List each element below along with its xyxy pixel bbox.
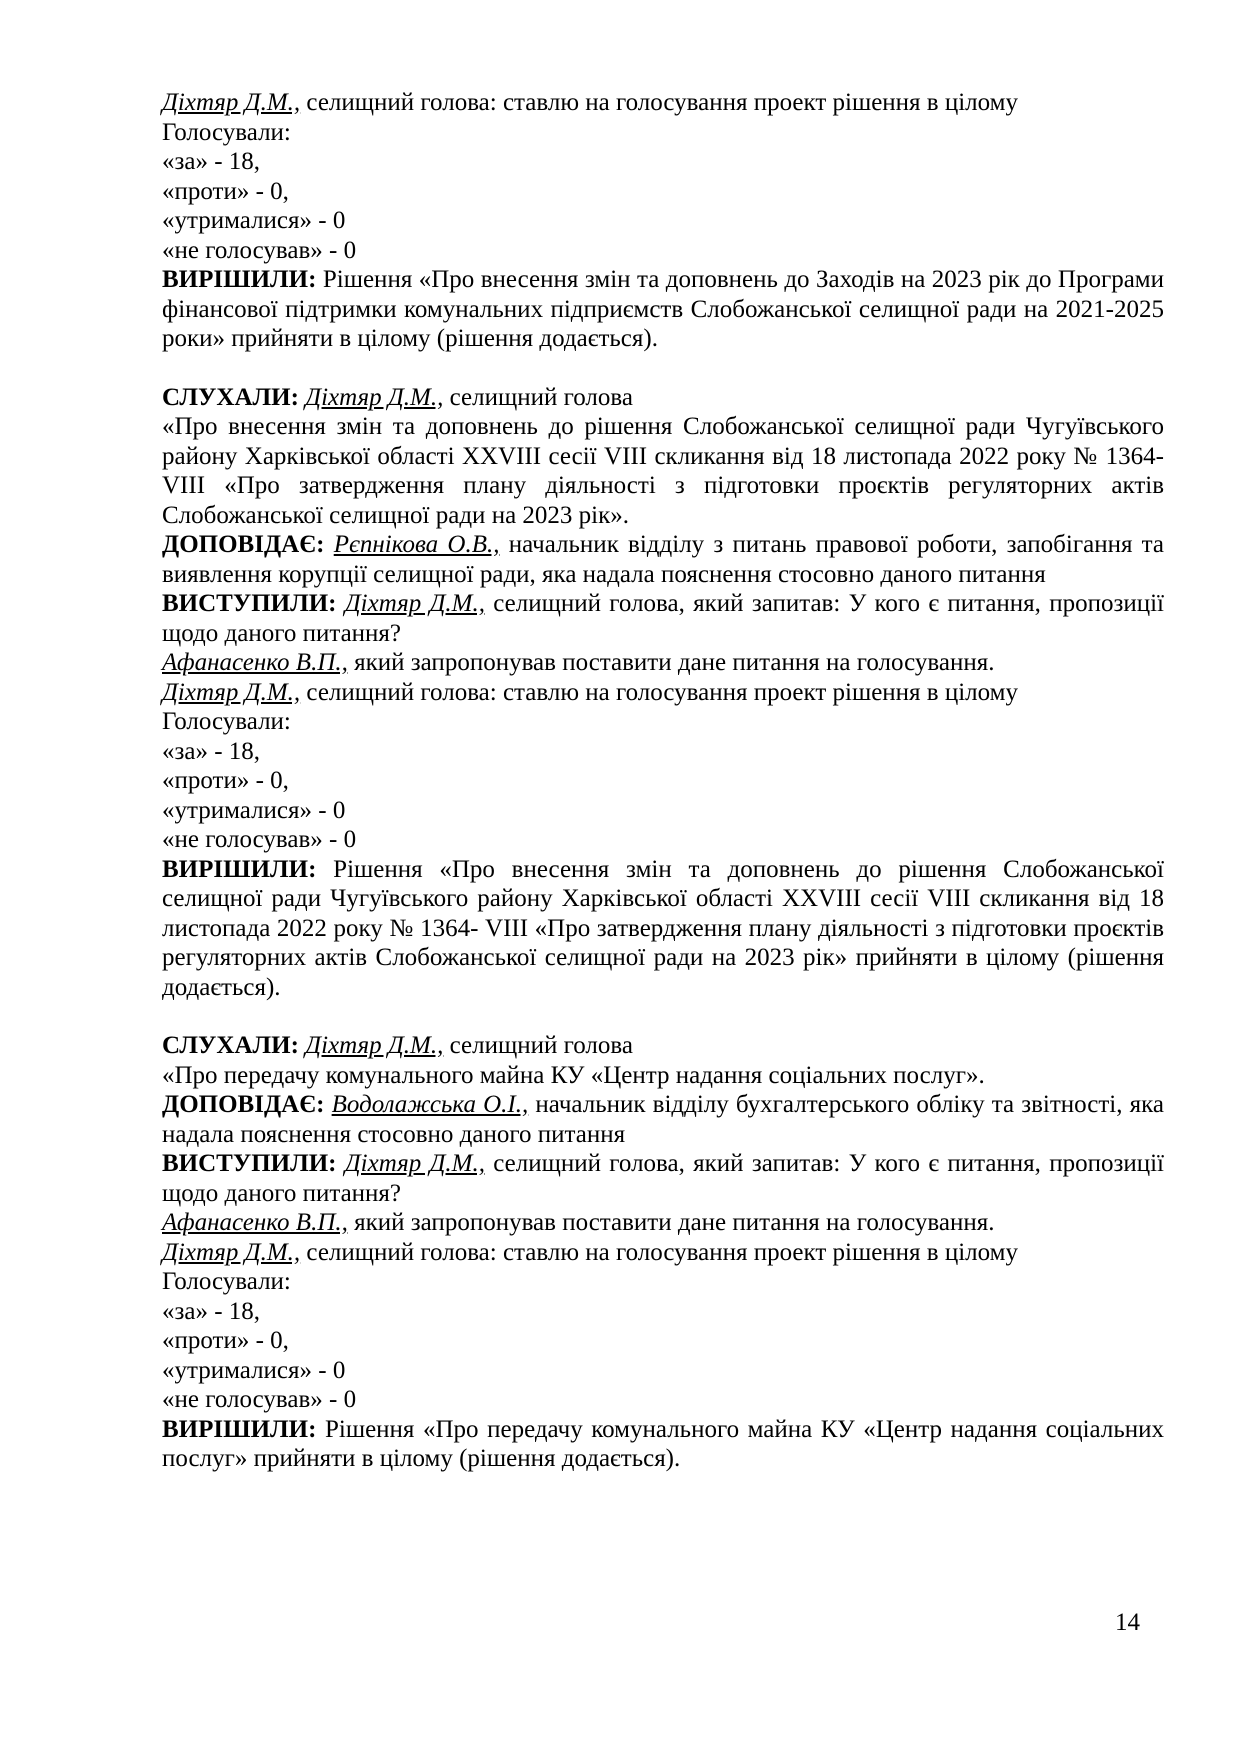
decision-paragraph [162, 1415, 1164, 1474]
heard-role: селищний голова [443, 383, 633, 411]
proposer-text: який запропонував поставити дане питання на голосування. [347, 649, 995, 676]
speaker-name: Діхтяр Д.М., [162, 1238, 301, 1266]
proposer-line [162, 648, 1164, 678]
reports-label: ДОПОВІДАЄ: [162, 1091, 325, 1118]
speaker-text: селищний голова: ставлю на голосування проект рішення в цілому [300, 1238, 1018, 1266]
spoke-label: ВИСТУПИЛИ: [162, 590, 337, 617]
decided-label: ВИРІШИЛИ: [162, 855, 317, 883]
vote-for: «за» - 18, [162, 148, 261, 175]
vote-against: «проти» - 0, [162, 767, 289, 794]
reports-text: начальник відділу бухгалтерського обліку та звітності, яка надала пояснення стосовно даного питання [162, 1091, 1164, 1148]
decision-paragraph [162, 855, 1164, 1003]
vote-for: «за» - 18, [162, 737, 261, 765]
spoke-name: Діхтяр Д.М., [344, 1150, 485, 1177]
decided-text: Рішення «Про внесення змін та доповнень до рішення Слобожанської селищної ради Чугуївського району Харківської області XXVIII сесії VIII скликання від 18 листопада 2022 року № 1364- VIII «Про затвердження плану діяльності з підготовки проєктів регуляторних актів Слобожанської селищної ради на 2023 рік» прийняти в цілому (рішення додається). [162, 855, 1164, 1001]
heard-label: СЛУХАЛИ: [162, 1032, 299, 1059]
proposer-line [162, 1208, 1164, 1238]
voted-label: Голосували: [162, 118, 291, 146]
vote-abstained: «утрималися» - 0 [162, 796, 346, 824]
spoke-name: Діхтяр Д.М., [344, 590, 485, 617]
vote-against: «проти» - 0, [162, 1327, 289, 1354]
speaker-line [162, 1238, 1164, 1268]
speaker-text: селищний голова: ставлю на голосування проект рішення в цілому [300, 678, 1018, 706]
decided-text: Рішення «Про внесення змін та доповнень до Заходів на 2023 рік до Програми фінансової підтримки комунальних підприємств Слобожанської селищної ради на 2021-2025 роки» прийняти в цілому (рішення додається). [162, 266, 1164, 352]
vote-not-voted: «не голосував» - 0 [162, 1386, 357, 1413]
proposer-name: Афанасенко В.П., [162, 1209, 348, 1236]
topic-paragraph: «Про передачу комунального майна КУ «Центр надання соціальних послуг». [162, 1061, 985, 1089]
section-gap [162, 354, 1164, 383]
heard-line [162, 383, 1164, 413]
heard-label: СЛУХАЛИ: [162, 383, 299, 411]
reports-paragraph [162, 1090, 1164, 1149]
reports-text: начальник відділу з питань правової роботи, запобігання та виявлення корупції селищної ради, яка надала пояснення стосовно даного питання [162, 531, 1165, 588]
heard-name: Діхтяр Д.М., [305, 383, 444, 411]
decision-paragraph [162, 265, 1164, 354]
spoke-paragraph [162, 589, 1164, 648]
proposer-text: який запропонував поставити дане питання на голосування. [347, 1209, 995, 1236]
spoke-paragraph [162, 1149, 1164, 1208]
speaker-text: селищний голова: ставлю на голосування проект рішення в цілому [300, 89, 1018, 116]
voted-label: Голосували: [162, 1268, 291, 1295]
vote-abstained: «утрималися» - 0 [162, 1356, 346, 1384]
topic-paragraph: «Про внесення змін та доповнень до рішення Слобожанської селищної ради Чугуївського району Харківської області XXVIII сесії VIII скликання від 18 листопада 2022 року № 1364- VIII «Про затвердження плану діяльності з підготовки проєктів регуляторних актів Слобожанської селищної ради на 2023 рік». [162, 413, 1164, 529]
reports-label: ДОПОВІДАЄ: [162, 531, 325, 558]
voted-label: Голосували: [162, 708, 291, 735]
reports-paragraph [162, 530, 1164, 589]
heard-name: Діхтяр Д.М., [305, 1032, 444, 1059]
heard-role: селищний голова [443, 1032, 633, 1059]
proposer-name: Афанасенко В.П., [162, 649, 348, 676]
spoke-text: селищний голова, який запитав: У кого є питання, пропозиції щодо даного питання? [162, 590, 1164, 647]
spoke-text: селищний голова, який запитав: У кого є питання, пропозиції щодо даного питання? [162, 1150, 1164, 1207]
vote-not-voted: «не голосував» - 0 [162, 826, 357, 853]
reports-name: Рєпнікова О.В., [333, 531, 500, 558]
page-number: 14 [1115, 1609, 1140, 1636]
vote-abstained: «утрималися» - 0 [162, 207, 346, 234]
decided-text: Рішення «Про передачу комунального майна КУ «Центр надання соціальних послуг» прийняти в цілому (рішення додається). [162, 1415, 1164, 1472]
minutes-content [162, 88, 1164, 1474]
decided-label: ВИРІШИЛИ: [162, 1415, 317, 1443]
vote-not-voted: «не голосував» - 0 [162, 236, 357, 264]
decided-label: ВИРІШИЛИ: [162, 266, 317, 293]
speaker-line [162, 88, 1164, 118]
vote-against: «проти» - 0, [162, 177, 289, 205]
reports-name: Водолажська О.І., [331, 1091, 529, 1118]
speaker-name: Діхтяр Д.М., [162, 678, 301, 706]
spoke-label: ВИСТУПИЛИ: [162, 1150, 337, 1177]
section-gap [162, 1002, 1164, 1031]
heard-line [162, 1031, 1164, 1061]
speaker-line [162, 678, 1164, 708]
speaker-name: Діхтяр Д.М., [162, 89, 301, 116]
vote-for: «за» - 18, [162, 1297, 261, 1325]
